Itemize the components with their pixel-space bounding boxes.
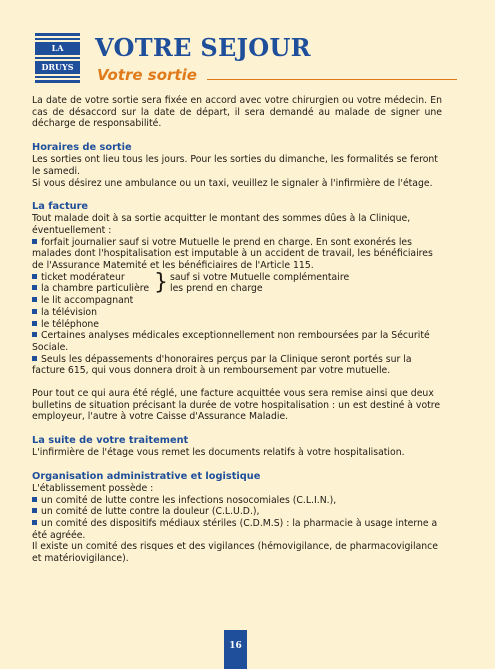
horaires-text-2: Si vous désirez une ambulance ou un taxi, veuillez le signaler à l'infirmière de l'étage. (32, 177, 433, 189)
bullet-icon (32, 321, 37, 326)
heading-organisation: Organisation administrative et logistique (32, 470, 261, 482)
heading-horaires: Horaires de sortie (32, 142, 132, 154)
clinic-logo (35, 33, 80, 83)
intro-paragraph: La date de votre sortie sera fixée en accord avec votre chirurgien ou votre médecin. En cas de désaccord sur la date de départ, il sera demandé au malade de signer une décharge de responsabilité. (32, 95, 442, 130)
bullet-icon (32, 285, 37, 290)
heading-facture: La facture (32, 201, 89, 213)
bullet-icon (32, 309, 37, 314)
bullet-icon (32, 274, 37, 279)
facture-reglement-text: Pour tout ce qui aura été réglé, une facture acquittée vous sera remise ainsi que deux bulletins de situation précisant la durée de votre hospitalisation : un est destiné à votre employeur, l'autre à votre Caisse d'Assurance Maladie. (32, 388, 441, 423)
brace-text-2: les prend en charge (170, 283, 263, 295)
brace-icon: } (154, 269, 168, 295)
facture-list-item: le lit accompagnant (32, 295, 442, 307)
horaires-text-1: Les sorties ont lieu tous les jours. Pour les sorties du dimanche, les formalités se feront le samedi. (32, 154, 438, 177)
brace-text-1: sauf si votre Mutuelle complémentaire (170, 271, 350, 283)
bullet-icon (32, 332, 37, 337)
bullet-icon (32, 297, 37, 302)
logo-text-bottom: DRUYS (41, 62, 74, 72)
facture-text-1: Tout malade doit à sa sortie acquitter le montant des sommes dûes à la Clinique, éventuellement : (32, 213, 411, 236)
bullet-icon (32, 520, 37, 525)
section-subtitle: Votre sortie (97, 66, 197, 84)
bullet-icon (32, 497, 37, 502)
page-title: VOTRE SEJOUR (95, 33, 311, 62)
facture-list-item: le téléphone (32, 319, 442, 331)
organisation-outro: Il existe un comité des risques et des vigilances (hémovigilance, de pharmacovigilance et matériovigilance). (32, 541, 438, 565)
subtitle-underline (207, 79, 457, 80)
logo-text-top: LA (51, 43, 64, 53)
bullet-icon (32, 508, 37, 513)
heading-suite: La suite de votre traitement (32, 435, 189, 447)
organisation-list-item: un comité des dispositifs médiaux stériles (C.D.M.S) : la pharmacie à usage interne a été agréée. (32, 517, 438, 541)
organisation-list-item: un comité de lutte contre la douleur (C.L.U.D.), (32, 506, 442, 518)
bullet-icon (32, 356, 37, 361)
facture-forfait-item: forfait journalier sauf si votre Mutuelle le prend en charge. En sont exonérés les malades dont l'hospitalisation est imputable à un accident de travail, les bénéficiaires de l'Assurance Matemité et les bénéficiaires de l'Article 115. (32, 236, 433, 272)
organisation-intro: L'établissement possède : (32, 482, 154, 494)
facture-depassements-item: Seuls les dépassements d'honoraires perçus par la Clinique seront portés sur la facture 615, qui vous donnera droit à un remboursement par votre mutuelle. (32, 353, 412, 377)
organisation-list-item: un comité de lutte contre les infections nosocomiales (C.L.I.N.), (32, 495, 442, 507)
page-number: 16 (224, 630, 247, 669)
bullet-icon (32, 239, 37, 244)
facture-list-item: la télévision (32, 307, 442, 319)
facture-analyses-item: Certaines analyses médicales exceptionnellement non remboursées par la Sécurité Sociale. (32, 330, 430, 353)
facture-chambre-row (32, 283, 442, 295)
main-content (32, 95, 442, 565)
suite-text: L'infirmière de l'étage vous remet les documents relatifs à votre hospitalisation. (32, 447, 405, 459)
chambre-label: la chambre particulière (41, 283, 150, 295)
ticket-label: ticket modérateur (41, 271, 125, 283)
